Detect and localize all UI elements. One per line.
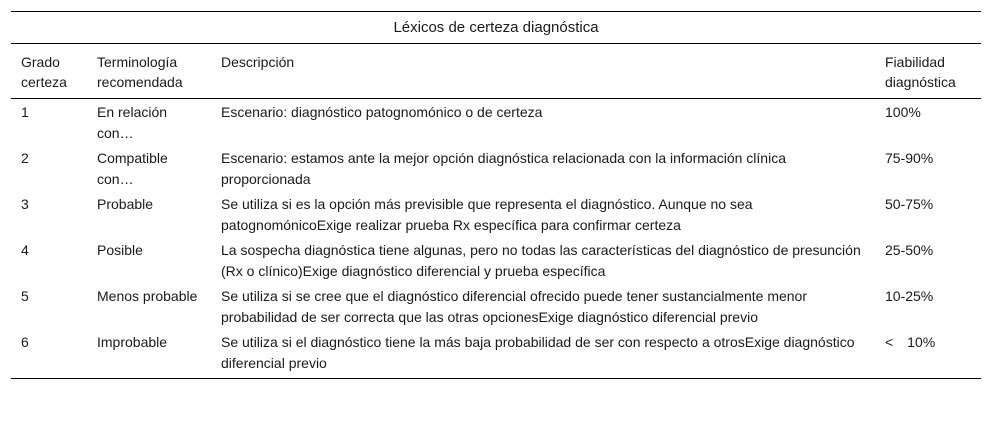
header-reliability: Fiabilidad diagnóstica [875, 44, 981, 99]
cell-terminology: Improbable [87, 329, 211, 379]
cell-grade: 5 [21, 288, 29, 304]
cell-grade: 4 [21, 242, 29, 258]
cell-grade: 6 [11, 329, 87, 379]
table-row [11, 99, 981, 146]
cell-terminology: Posible [97, 242, 143, 258]
header-row [11, 44, 981, 99]
diagnostic-certainty-table-container [11, 11, 981, 379]
header-grade: Grado certeza [11, 44, 87, 99]
table-row [11, 191, 981, 237]
cell-description: Se utiliza si es la opción más previsible que representa el diagnóstico. Aunque no sea patognomónicoExige realizar prueba Rx específica para confirmar certeza [221, 196, 753, 233]
header-description: Descripción [211, 44, 875, 99]
cell-description: Escenario: estamos ante la mejor opción diagnóstica relacionada con la información clínica proporcionada [221, 150, 786, 187]
cell-reliability: < 10% [875, 329, 981, 379]
cell-description: Se utiliza si se cree que el diagnóstico diferencial ofrecido puede tener sustancialmente menor probabilidad de ser correcta que las otras opcionesExige diagnóstico diferencial previo [221, 288, 808, 325]
cell-reliability: 50-75% [885, 196, 934, 212]
table-title: Léxicos de certeza diagnóstica [11, 11, 981, 44]
cell-terminology: Probable [97, 196, 154, 212]
cell-description: Se utiliza si el diagnóstico tiene la más baja probabilidad de ser con respecto a otrosExige diagnóstico diferencial previo [211, 329, 875, 379]
table-row [11, 237, 981, 283]
cell-reliability: 25-50% [885, 242, 934, 258]
cell-terminology: En relación con… [97, 104, 168, 141]
cell-description: La sospecha diagnóstica tiene algunas, pero no todas las características del diagnóstico de presunción (Rx o clínico)Exige diagnóstico diferencial y prueba específica [221, 242, 861, 279]
cell-grade: 3 [21, 196, 29, 212]
cell-reliability: 75-90% [885, 150, 934, 166]
cell-description: Escenario: diagnóstico patognomónico o de certeza [221, 104, 543, 120]
cell-terminology: Menos probable [97, 288, 198, 304]
table-body [11, 99, 981, 379]
cell-grade: 1 [21, 104, 29, 120]
cell-grade: 2 [21, 150, 29, 166]
header-terminology: Terminología recomendada [87, 44, 211, 99]
diagnostic-certainty-table [11, 11, 981, 379]
table-row [11, 145, 981, 191]
table-row [11, 329, 981, 379]
table-header [11, 44, 981, 99]
cell-reliability: 100% [885, 104, 921, 120]
cell-terminology: Compatible con… [97, 150, 168, 187]
cell-reliability: 10-25% [885, 288, 934, 304]
table-row [11, 283, 981, 329]
